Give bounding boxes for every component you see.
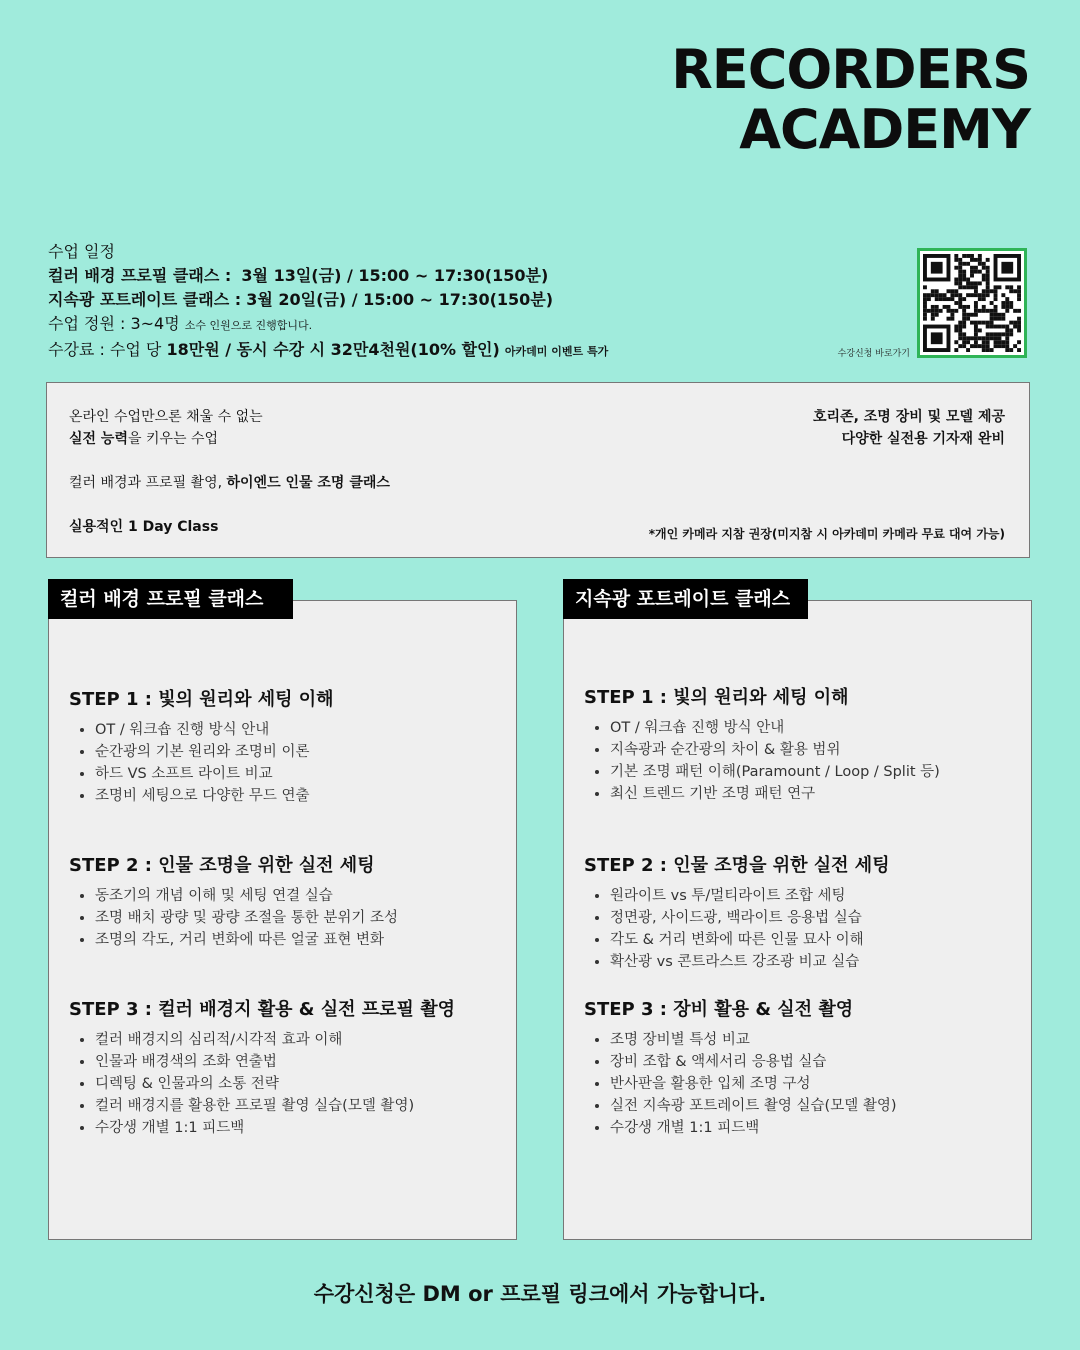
step-block xyxy=(69,853,509,951)
list-item: • 조명 배치 광량 및 광량 조절을 통한 분위기 조성 xyxy=(95,907,509,929)
list-item: • 조명비 세팅으로 다양한 무드 연출 xyxy=(95,785,509,807)
info-camera-note: *개인 카메라 지참 권장(미지참 시 아카데미 카메라 무료 대여 가능) xyxy=(648,527,1005,541)
capacity-note: 소수 인원으로 진행합니다. xyxy=(184,319,313,332)
panel-tab-color-profile: 컬러 배경 프로필 클래스 xyxy=(48,579,293,619)
fee-price: 18만원 / 동시 수강 시 32만4천원(10% 할인) xyxy=(166,340,500,359)
info-intro-bold: 실전 능력 xyxy=(69,431,128,447)
qr-code-icon xyxy=(917,248,1027,358)
step-block xyxy=(584,997,1024,1139)
qr-label: 수강신청 바로가기 xyxy=(837,349,910,359)
schedule-section xyxy=(48,240,908,364)
info-oneday xyxy=(69,516,218,538)
capacity-label: 수업 정원 : 3~4명 xyxy=(48,314,180,333)
qr-code[interactable] xyxy=(917,248,1027,358)
step-list xyxy=(584,1029,1024,1139)
list-item: • 하드 VS 소프트 라이트 비교 xyxy=(95,763,509,785)
info-intro-line2 xyxy=(69,428,263,450)
brand-line-2: ACADEMY xyxy=(739,98,1030,161)
list-item: • 지속광과 순간광의 차이 & 활용 범위 xyxy=(610,739,1024,761)
step-title: STEP 2 : 인물 조명을 위한 실전 세팅 xyxy=(584,855,890,876)
schedule-class1 xyxy=(48,264,908,288)
panel-color-profile xyxy=(48,588,517,1240)
list-item: • 최신 트렌드 기반 조명 패턴 연구 xyxy=(610,783,1024,805)
list-item: • 조명 장비별 특성 비교 xyxy=(610,1029,1024,1051)
step-block xyxy=(584,853,1024,973)
step-block xyxy=(69,687,509,807)
list-item: • 인물과 배경색의 조화 연출법 xyxy=(95,1051,509,1073)
list-item: • 확산광 vs 콘트라스트 강조광 비교 실습 xyxy=(610,951,1024,973)
list-item: • 실전 지속광 포트레이트 촬영 실습(모델 촬영) xyxy=(610,1095,1024,1117)
list-item: • 각도 & 거리 변화에 따른 인물 묘사 이해 xyxy=(610,929,1024,951)
list-item: • 수강생 개별 1:1 피드백 xyxy=(610,1117,1024,1139)
brand-line-1: RECORDERS xyxy=(671,38,1030,101)
list-item: • 정면광, 사이드광, 백라이트 응용법 실습 xyxy=(610,907,1024,929)
step-list xyxy=(69,719,509,807)
list-item: • 수강생 개별 1:1 피드백 xyxy=(95,1117,509,1139)
list-item: • 반사판을 활용한 입체 조명 구성 xyxy=(610,1073,1024,1095)
list-item: • 장비 조합 & 액세서리 응용법 실습 xyxy=(610,1051,1024,1073)
step-title: STEP 2 : 인물 조명을 위한 실전 세팅 xyxy=(69,855,375,876)
info-description xyxy=(69,472,390,494)
list-item: • OT / 워크숍 진행 방식 안내 xyxy=(610,717,1024,739)
list-item: • 컬러 배경지의 심리적/시각적 효과 이해 xyxy=(95,1029,509,1051)
schedule-class2 xyxy=(48,288,908,312)
list-item: • 디렉팅 & 인물과의 소통 전략 xyxy=(95,1073,509,1095)
step-title: STEP 3 : 컬러 배경지 활용 & 실전 프로필 촬영 xyxy=(69,999,455,1020)
list-item: • 조명의 각도, 거리 변화에 따른 얼굴 표현 변화 xyxy=(95,929,509,951)
schedule-capacity xyxy=(48,312,908,338)
info-facilities xyxy=(813,406,1005,450)
info-facilities-line1: 호리존, 조명 장비 및 모델 제공 xyxy=(813,409,1005,425)
step-list xyxy=(584,717,1024,805)
panel-continuous-portrait xyxy=(563,588,1032,1240)
step-title: STEP 3 : 장비 활용 & 실전 촬영 xyxy=(584,999,854,1020)
schedule-heading: 수업 일정 xyxy=(48,242,115,261)
list-item: • 순간광의 기본 원리와 조명비 이론 xyxy=(95,741,509,763)
step-title: STEP 1 : 빛의 원리와 세팅 이해 xyxy=(69,689,334,710)
list-item: • 동조기의 개념 이해 및 세팅 연결 실습 xyxy=(95,885,509,907)
schedule-fee xyxy=(48,338,908,364)
step-list xyxy=(584,885,1024,973)
class1-name: 컬러 배경 프로필 클래스 : xyxy=(48,266,232,285)
step-block xyxy=(584,685,1024,805)
footer-signup-note: 수강신청은 DM or 프로필 링크에서 가능합니다. xyxy=(313,1282,767,1306)
class2-time: 3월 20일(금) / 15:00 ~ 17:30(150분) xyxy=(246,290,554,309)
info-facilities-line2: 다양한 실전용 기자재 완비 xyxy=(841,431,1005,447)
info-desc-plain: 컬러 배경과 프로필 촬영, xyxy=(69,475,227,491)
info-box xyxy=(46,382,1030,558)
class2-name: 지속광 포트레이트 클래스 : xyxy=(48,290,242,309)
info-intro-line1: 온라인 수업만으론 채울 수 없는 xyxy=(69,409,263,425)
info-intro-rest: 을 키우는 수업 xyxy=(127,431,219,447)
info-oneday-label: 실용적인 1 Day Class xyxy=(69,519,219,535)
list-item: • OT / 워크숍 진행 방식 안내 xyxy=(95,719,509,741)
info-intro xyxy=(69,406,263,450)
list-item: • 원라이트 vs 투/멀티라이트 조합 세팅 xyxy=(610,885,1024,907)
brand-title xyxy=(671,40,1030,160)
fee-label: 수강료 : 수업 당 xyxy=(48,340,162,359)
list-item: • 컬러 배경지를 활용한 프로필 촬영 실습(모델 촬영) xyxy=(95,1095,509,1117)
list-item: • 기본 조명 패턴 이해(Paramount / Loop / Split 등) xyxy=(610,761,1024,783)
panel-tab-continuous-portrait: 지속광 포트레이트 클래스 xyxy=(563,579,808,619)
step-list xyxy=(69,885,509,951)
step-list xyxy=(69,1029,509,1139)
step-block xyxy=(69,997,509,1139)
info-desc-bold: 하이엔드 인물 조명 클래스 xyxy=(226,475,390,491)
class1-time: 3월 13일(금) / 15:00 ~ 17:30(150분) xyxy=(241,266,549,285)
step-title: STEP 1 : 빛의 원리와 세팅 이해 xyxy=(584,687,849,708)
fee-note: 아카데미 이벤트 특가 xyxy=(504,345,609,358)
